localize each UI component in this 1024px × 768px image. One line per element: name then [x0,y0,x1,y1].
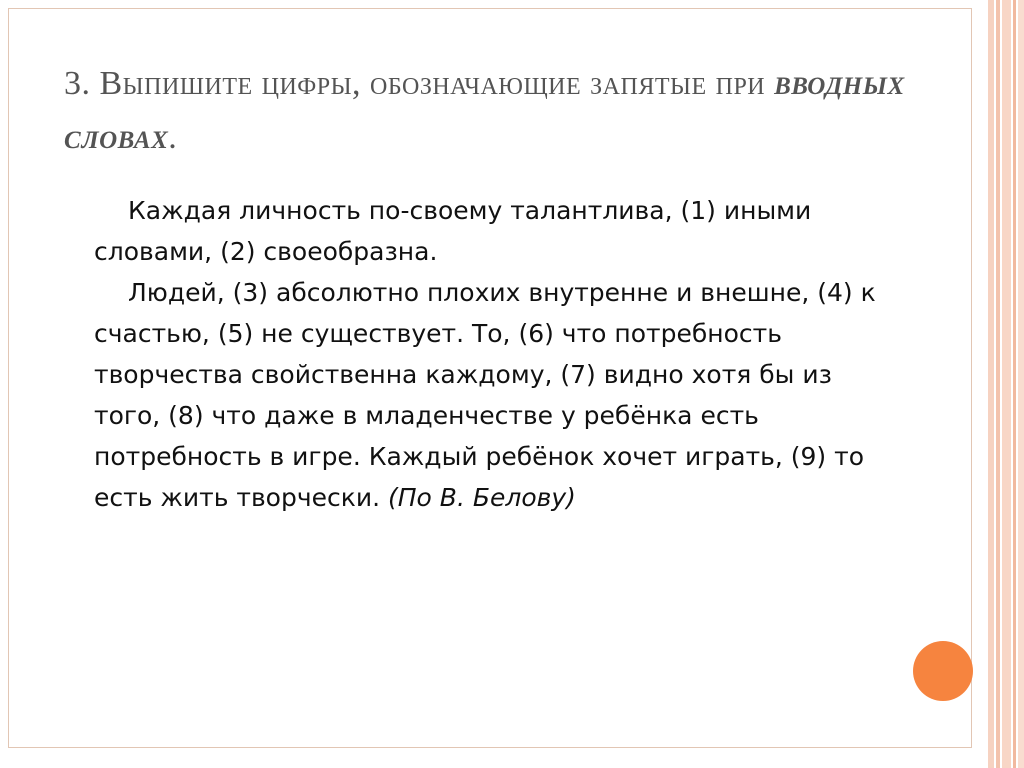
decorative-stripe [996,0,1000,768]
title-end: . [168,119,178,156]
decorative-stripe [988,0,994,768]
slide-title [64,56,924,164]
decorative-stripe [1002,0,1011,768]
paragraph-2-text: Людей, (3) абсолютно плохих внутренне и внешне, (4) к счастью, (5) не существует. То, (6) что потребность творчества свойственна каждому, (7) видно хотя бы из того, (8) что даже в младенчестве у ребёнка есть потребность в игре. Каждый ребёнок хочет играть, (9) то есть жить творчески. [94,278,876,512]
source-attribution: (По В. Белову) [388,483,576,512]
orange-circle-decoration [913,641,973,701]
title-emphasis: вводных словах [64,62,905,156]
title-text: Выпишите цифры, обозначающие запятые при [99,65,766,102]
decorative-stripe [1018,0,1024,768]
slide-body [94,190,894,518]
decorative-stripe [1013,0,1016,768]
paragraph-1: Каждая личность по-своему талантлива, (1) иными словами, (2) своеобразна. [94,196,812,266]
title-number: 3. [64,65,91,102]
paragraph-2 [94,272,894,518]
